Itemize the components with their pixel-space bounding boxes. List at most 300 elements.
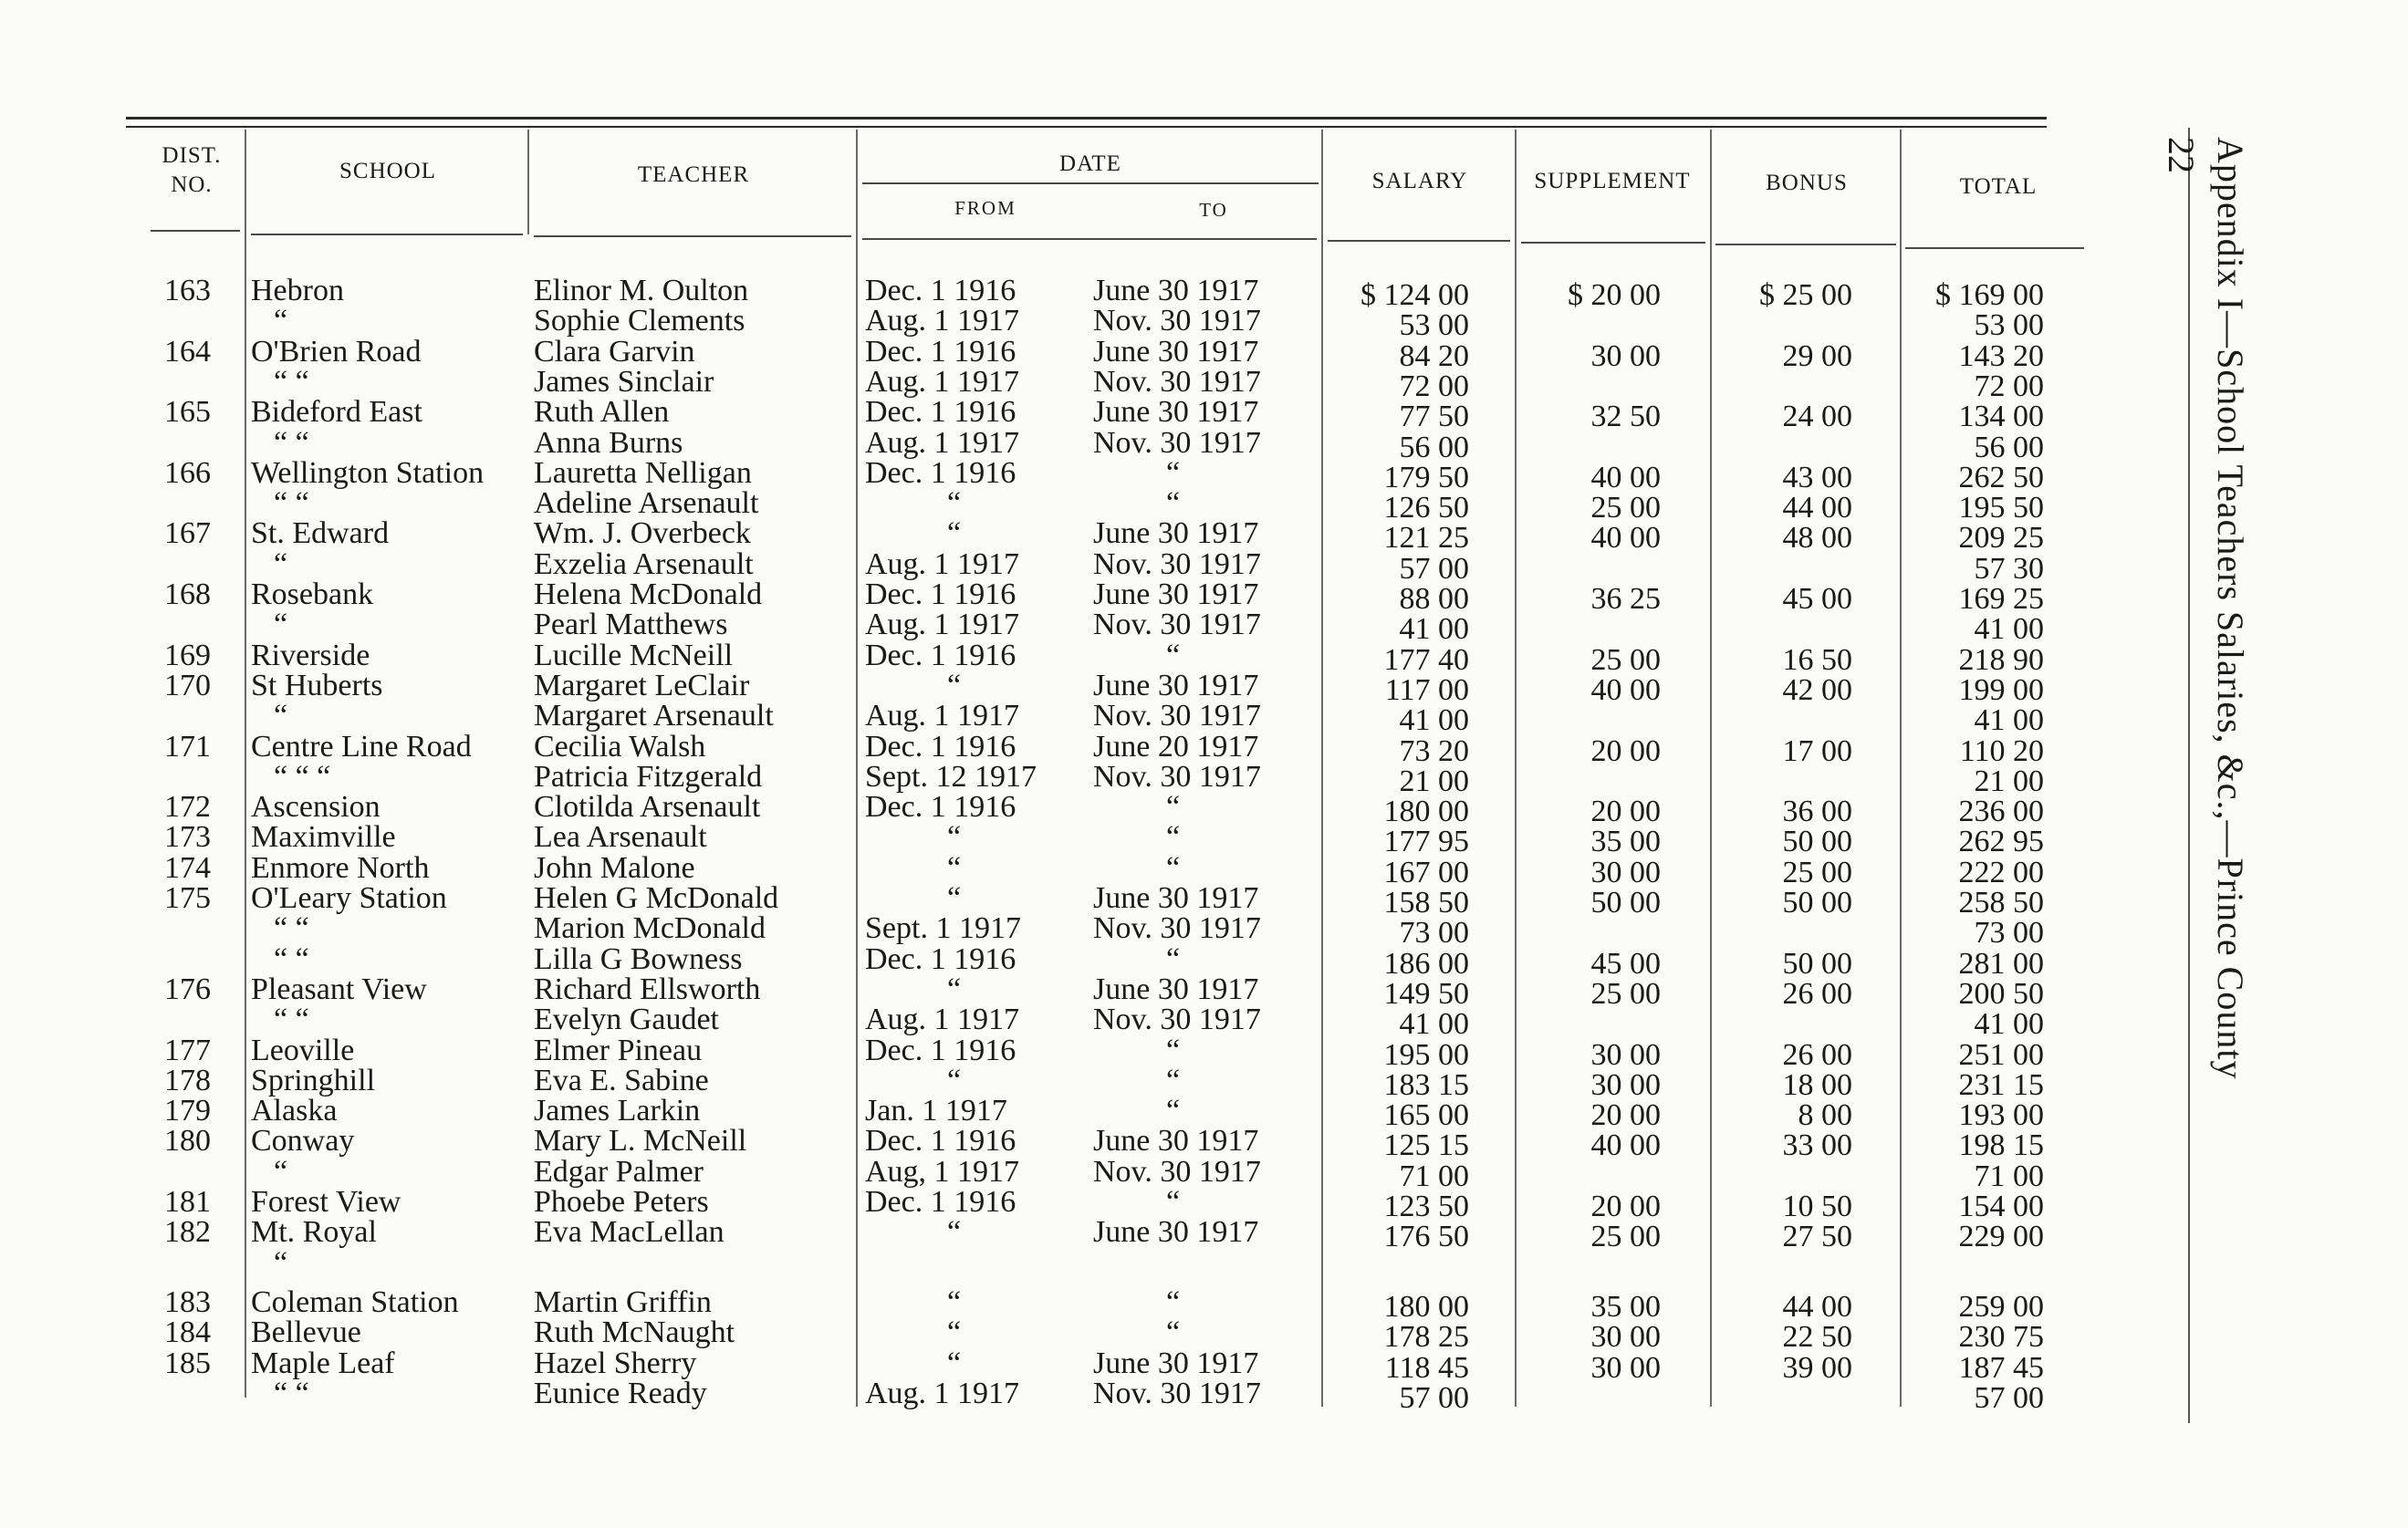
cell-from: “ bbox=[947, 850, 962, 885]
cell-from: Aug, 1 1917 bbox=[865, 1154, 1020, 1189]
cell-supplement: 35 00 bbox=[1590, 825, 1661, 859]
cell-from: Jan. 1 1917 bbox=[865, 1094, 1007, 1128]
cell-teacher: Helena McDonald bbox=[534, 577, 763, 611]
cell-school: Maximville bbox=[251, 820, 396, 855]
cell-school: “ “ bbox=[274, 911, 309, 946]
header-dist-line1: DIST. bbox=[162, 143, 222, 168]
cell-salary: $ 124 00 bbox=[1360, 278, 1469, 312]
cell-total: 230 75 bbox=[1958, 1320, 2044, 1355]
cell-teacher: Elmer Pineau bbox=[534, 1033, 703, 1067]
cell-from: Dec. 1 1916 bbox=[865, 1185, 1016, 1219]
header-date: DATE bbox=[1059, 151, 1121, 176]
cell-supplement: $ 20 00 bbox=[1568, 278, 1661, 312]
cell-bonus: 45 00 bbox=[1782, 582, 1852, 616]
cell-bonus: 44 00 bbox=[1782, 1289, 1852, 1324]
cell-dist: 173 bbox=[164, 820, 211, 855]
cell-bonus: 48 00 bbox=[1782, 521, 1852, 556]
cell-teacher: Clara Garvin bbox=[534, 334, 695, 369]
cell-salary: 183 15 bbox=[1383, 1067, 1469, 1102]
cell-to: Nov. 30 1917 bbox=[1093, 304, 1261, 338]
cell-total: 57 30 bbox=[1974, 551, 2044, 586]
cell-dist: 184 bbox=[164, 1315, 211, 1350]
cell-to: June 30 1917 bbox=[1093, 577, 1259, 611]
cell-bonus: 16 50 bbox=[1782, 642, 1852, 677]
cell-bonus: 44 00 bbox=[1782, 491, 1852, 525]
cell-supplement: 25 00 bbox=[1590, 642, 1661, 677]
cell-total: $ 169 00 bbox=[1935, 278, 2044, 312]
cell-salary: 53 00 bbox=[1399, 308, 1469, 343]
cell-bonus: 36 00 bbox=[1782, 795, 1852, 829]
cell-supplement: 25 00 bbox=[1590, 976, 1661, 1011]
cell-to: June 30 1917 bbox=[1093, 668, 1259, 702]
cell-salary: 123 50 bbox=[1383, 1190, 1469, 1223]
header-rule bbox=[151, 230, 240, 232]
cell-to: June 30 1917 bbox=[1093, 881, 1259, 915]
cell-school: “ “ bbox=[274, 941, 309, 976]
cell-teacher: Sophie Clements bbox=[534, 304, 745, 338]
cell-dist: 179 bbox=[164, 1094, 211, 1128]
cell-salary: 41 00 bbox=[1399, 612, 1469, 647]
cell-school: Conway bbox=[251, 1124, 355, 1159]
col-separator bbox=[856, 130, 858, 1407]
cell-school: “ bbox=[274, 1154, 288, 1189]
cell-from: Dec. 1 1916 bbox=[865, 395, 1016, 430]
cell-school: “ bbox=[274, 546, 288, 581]
cell-dist: 171 bbox=[164, 729, 211, 764]
cell-school: “ “ bbox=[274, 364, 309, 399]
cell-to: “ bbox=[1166, 850, 1181, 885]
cell-supplement: 20 00 bbox=[1590, 1098, 1661, 1133]
cell-total: 229 00 bbox=[1958, 1220, 2044, 1254]
cell-teacher: Margaret LeClair bbox=[534, 668, 750, 702]
cell-bonus: 8 00 bbox=[1798, 1098, 1852, 1133]
cell-from: Dec. 1 1916 bbox=[865, 790, 1016, 825]
cell-supplement: 20 00 bbox=[1590, 1190, 1661, 1223]
cell-salary: 77 50 bbox=[1399, 400, 1469, 434]
cell-dist: 178 bbox=[164, 1063, 211, 1097]
cell-salary: 72 00 bbox=[1399, 369, 1469, 403]
cell-from: Dec. 1 1916 bbox=[865, 638, 1016, 672]
cell-total: 262 50 bbox=[1958, 460, 2044, 494]
cell-school: Rosebank bbox=[251, 577, 374, 611]
cell-bonus: 25 00 bbox=[1782, 855, 1852, 889]
cell-teacher: Wm. J. Overbeck bbox=[534, 516, 751, 551]
cell-supplement: 40 00 bbox=[1590, 460, 1661, 494]
cell-to: June 30 1917 bbox=[1093, 972, 1259, 1006]
header-rule bbox=[1328, 240, 1510, 242]
cell-school: Forest View bbox=[251, 1185, 401, 1219]
cell-dist: 167 bbox=[164, 516, 211, 551]
cell-bonus: 33 00 bbox=[1782, 1128, 1852, 1163]
cell-salary: 41 00 bbox=[1399, 703, 1469, 738]
cell-to: June 30 1917 bbox=[1093, 395, 1259, 430]
cell-dist: 177 bbox=[164, 1033, 211, 1067]
cell-to: Nov. 30 1917 bbox=[1093, 1003, 1261, 1037]
cell-school: St. Edward bbox=[251, 516, 390, 551]
cell-teacher: James Sinclair bbox=[534, 364, 714, 399]
cell-to: June 30 1917 bbox=[1093, 1346, 1259, 1380]
cell-from: “ bbox=[947, 1346, 962, 1380]
cell-dist: 182 bbox=[164, 1215, 211, 1250]
cell-school: St Huberts bbox=[251, 668, 383, 702]
cell-salary: 117 00 bbox=[1384, 672, 1469, 707]
cell-from: Dec. 1 1916 bbox=[865, 455, 1016, 490]
cell-from: Dec. 1 1916 bbox=[865, 729, 1016, 764]
cell-from: “ bbox=[947, 516, 962, 551]
cell-supplement: 30 00 bbox=[1590, 855, 1661, 889]
cell-supplement: 50 00 bbox=[1590, 886, 1661, 920]
cell-from: “ bbox=[947, 881, 962, 915]
cell-from: “ bbox=[947, 1063, 962, 1097]
cell-bonus: 39 00 bbox=[1782, 1350, 1852, 1385]
cell-to: Nov. 30 1917 bbox=[1093, 546, 1261, 581]
cell-salary: 178 25 bbox=[1383, 1320, 1469, 1355]
cell-school: Bellevue bbox=[251, 1315, 361, 1350]
cell-school: Pleasant View bbox=[251, 972, 427, 1006]
cell-total: 222 00 bbox=[1958, 855, 2044, 889]
cell-bonus: 18 00 bbox=[1782, 1067, 1852, 1102]
cell-teacher: Lauretta Nelligan bbox=[534, 455, 752, 490]
cell-total: 56 00 bbox=[1974, 430, 2044, 464]
cell-from: Dec. 1 1916 bbox=[865, 941, 1016, 976]
cell-salary: 165 00 bbox=[1383, 1098, 1469, 1133]
cell-bonus: 43 00 bbox=[1782, 460, 1852, 494]
cell-to: June 30 1917 bbox=[1093, 1215, 1259, 1250]
cell-teacher: Elinor M. Oulton bbox=[534, 274, 749, 307]
cell-salary: 71 00 bbox=[1399, 1159, 1469, 1193]
header-rule bbox=[534, 235, 851, 237]
cell-school: Centre Line Road bbox=[251, 729, 472, 764]
cell-from: Aug. 1 1917 bbox=[865, 364, 1020, 399]
cell-to: June 20 1917 bbox=[1093, 729, 1259, 764]
cell-total: 198 15 bbox=[1958, 1128, 2044, 1163]
cell-total: 209 25 bbox=[1958, 521, 2044, 556]
cell-salary: 158 50 bbox=[1383, 886, 1469, 920]
cell-from: Aug. 1 1917 bbox=[865, 304, 1020, 338]
cell-salary: 118 45 bbox=[1384, 1350, 1469, 1385]
cell-school: Hebron bbox=[251, 274, 344, 307]
cell-total: 154 00 bbox=[1958, 1190, 2044, 1223]
header-salary: SALARY bbox=[1371, 169, 1468, 193]
cell-dist: 170 bbox=[164, 668, 211, 702]
header-dist-line2: NO. bbox=[171, 172, 213, 197]
cell-to: June 30 1917 bbox=[1093, 274, 1259, 307]
cell-dist: 183 bbox=[164, 1284, 211, 1319]
cell-from: Aug. 1 1917 bbox=[865, 699, 1020, 733]
cell-teacher: Edgar Palmer bbox=[534, 1154, 704, 1189]
cell-total: 193 00 bbox=[1958, 1098, 2044, 1133]
cell-salary: 176 50 bbox=[1383, 1220, 1469, 1254]
cell-school: Riverside bbox=[251, 638, 370, 672]
cell-to: Nov. 30 1917 bbox=[1093, 608, 1261, 642]
cell-total: 53 00 bbox=[1974, 308, 2044, 343]
cell-salary: 84 20 bbox=[1399, 338, 1469, 373]
cell-dist: 174 bbox=[164, 850, 211, 885]
cell-dist: 180 bbox=[164, 1124, 211, 1159]
cell-total: 143 20 bbox=[1958, 338, 2044, 373]
cell-dist: 181 bbox=[164, 1185, 211, 1219]
cell-dist: 164 bbox=[164, 334, 211, 369]
cell-to: “ bbox=[1166, 455, 1181, 490]
cell-school: “ bbox=[274, 304, 288, 338]
cell-bonus: 50 00 bbox=[1782, 886, 1852, 920]
cell-to: “ bbox=[1166, 1284, 1181, 1319]
margin-rule bbox=[2188, 128, 2190, 1423]
cell-school: O'Brien Road bbox=[251, 334, 422, 369]
header-supplement: SUPPLEMENT bbox=[1534, 169, 1691, 193]
cell-total: 187 45 bbox=[1958, 1350, 2044, 1385]
cell-teacher: Richard Ellsworth bbox=[534, 972, 761, 1006]
cell-to: Nov. 30 1917 bbox=[1093, 425, 1261, 460]
header-school: SCHOOL bbox=[339, 159, 436, 183]
cell-to: “ bbox=[1166, 1033, 1181, 1067]
cell-bonus: 22 50 bbox=[1782, 1320, 1852, 1355]
cell-salary: 180 00 bbox=[1383, 795, 1469, 829]
cell-dist: 169 bbox=[164, 638, 211, 672]
cell-bonus: 17 00 bbox=[1782, 733, 1852, 768]
header-to: TO bbox=[1199, 199, 1228, 221]
cell-school: Enmore North bbox=[251, 850, 430, 885]
cell-supplement: 30 00 bbox=[1590, 1320, 1661, 1355]
cell-salary: 195 00 bbox=[1383, 1037, 1469, 1072]
cell-salary: 126 50 bbox=[1383, 491, 1469, 525]
cell-teacher: Hazel Sherry bbox=[534, 1346, 697, 1380]
cell-to: Nov. 30 1917 bbox=[1093, 759, 1261, 794]
running-title: Appendix I—School Teachers Salaries, &c.,—Prince County bbox=[2210, 137, 2251, 1080]
cell-total: 236 00 bbox=[1958, 795, 2044, 829]
header-rule bbox=[1715, 244, 1896, 245]
header-teacher: TEACHER bbox=[637, 162, 750, 187]
cell-dist: 175 bbox=[164, 881, 211, 915]
cell-salary: 167 00 bbox=[1383, 855, 1469, 889]
cell-supplement: 40 00 bbox=[1590, 672, 1661, 707]
cell-salary: 73 20 bbox=[1399, 733, 1469, 768]
cell-school: “ “ bbox=[274, 1376, 309, 1410]
cell-teacher: Phoebe Peters bbox=[534, 1185, 709, 1219]
cell-dist: 172 bbox=[164, 790, 211, 825]
cell-salary: 177 40 bbox=[1383, 642, 1469, 677]
cell-dist: 176 bbox=[164, 972, 211, 1006]
cell-total: 41 00 bbox=[1974, 703, 2044, 738]
cell-dist: 165 bbox=[164, 395, 211, 430]
cell-school: “ “ bbox=[274, 425, 309, 460]
cell-teacher: Evelyn Gaudet bbox=[534, 1003, 719, 1037]
cell-teacher: Helen G McDonald bbox=[534, 881, 779, 915]
cell-school: Ascension bbox=[251, 790, 380, 825]
cell-total: 21 00 bbox=[1974, 764, 2044, 798]
cell-total: 262 95 bbox=[1958, 825, 2044, 859]
cell-teacher: John Malone bbox=[534, 850, 695, 885]
cell-supplement: 30 00 bbox=[1590, 1350, 1661, 1385]
cell-from: “ bbox=[947, 486, 962, 521]
cell-from: Aug. 1 1917 bbox=[865, 425, 1020, 460]
cell-bonus: 10 50 bbox=[1782, 1190, 1852, 1223]
cell-total: 281 00 bbox=[1958, 946, 2044, 981]
cell-supplement: 40 00 bbox=[1590, 1128, 1661, 1163]
cell-supplement: 30 00 bbox=[1590, 338, 1661, 373]
cell-supplement: 36 25 bbox=[1590, 582, 1661, 616]
col-separator bbox=[1710, 130, 1712, 1407]
cell-bonus: 24 00 bbox=[1782, 400, 1852, 434]
cell-from: Dec. 1 1916 bbox=[865, 274, 1016, 307]
cell-bonus: 29 00 bbox=[1782, 338, 1852, 373]
cell-salary: 149 50 bbox=[1383, 976, 1469, 1011]
cell-from: Dec. 1 1916 bbox=[865, 334, 1016, 369]
cell-total: 195 50 bbox=[1958, 491, 2044, 525]
cell-to: “ bbox=[1166, 1094, 1181, 1128]
cell-to: Nov. 30 1917 bbox=[1093, 1154, 1261, 1189]
cell-bonus: 26 00 bbox=[1782, 1037, 1852, 1072]
cell-salary: 186 00 bbox=[1383, 946, 1469, 981]
cell-supplement: 30 00 bbox=[1590, 1067, 1661, 1102]
header-total: TOTAL bbox=[1959, 174, 2038, 199]
cell-teacher: Eunice Ready bbox=[534, 1376, 707, 1410]
cell-from: Dec. 1 1916 bbox=[865, 577, 1016, 611]
cell-school: Wellington Station bbox=[251, 455, 485, 490]
cell-teacher: Eva E. Sabine bbox=[534, 1063, 709, 1097]
cell-to: “ bbox=[1166, 790, 1181, 825]
cell-dist: 163 bbox=[164, 274, 211, 307]
cell-to: Nov. 30 1917 bbox=[1093, 1376, 1261, 1410]
cell-teacher: James Larkin bbox=[534, 1094, 701, 1128]
cell-school: O'Leary Station bbox=[251, 881, 447, 915]
cell-salary: 57 00 bbox=[1399, 551, 1469, 586]
cell-total: 231 15 bbox=[1958, 1067, 2044, 1102]
cell-dist: 168 bbox=[164, 577, 211, 611]
cell-total: 41 00 bbox=[1974, 1007, 2044, 1042]
cell-bonus: 50 00 bbox=[1782, 946, 1852, 981]
cell-teacher: Cecilia Walsh bbox=[534, 729, 706, 764]
cell-total: 251 00 bbox=[1958, 1037, 2044, 1072]
cell-to: June 30 1917 bbox=[1093, 516, 1259, 551]
cell-supplement: 30 00 bbox=[1590, 1037, 1661, 1072]
cell-total: 200 50 bbox=[1958, 976, 2044, 1011]
cell-school: Mt. Royal bbox=[251, 1215, 377, 1250]
cell-from: Dec. 1 1916 bbox=[865, 1033, 1016, 1067]
cell-school: “ “ “ bbox=[274, 759, 331, 794]
cell-to: Nov. 30 1917 bbox=[1093, 699, 1261, 733]
cell-teacher: Ruth McNaught bbox=[534, 1315, 735, 1350]
cell-supplement: 45 00 bbox=[1590, 946, 1661, 981]
cell-to: “ bbox=[1166, 1315, 1181, 1350]
header-from: FROM bbox=[954, 197, 1016, 219]
cell-from: “ bbox=[947, 1315, 962, 1350]
cell-total: 134 00 bbox=[1958, 400, 2044, 434]
col-separator bbox=[527, 130, 529, 234]
cell-supplement: 32 50 bbox=[1590, 400, 1661, 434]
cell-teacher: Marion McDonald bbox=[534, 911, 766, 946]
header-rule bbox=[1905, 247, 2084, 249]
cell-to: “ bbox=[1166, 820, 1181, 855]
cell-bonus: 26 00 bbox=[1782, 976, 1852, 1011]
header-rule bbox=[251, 234, 523, 235]
cell-supplement: 35 00 bbox=[1590, 1289, 1661, 1324]
cell-teacher: Martin Griffin bbox=[534, 1284, 712, 1319]
cell-teacher: Patricia Fitzgerald bbox=[534, 759, 763, 794]
cell-salary: 21 00 bbox=[1399, 764, 1469, 798]
cell-from: Dec. 1 1916 bbox=[865, 1124, 1016, 1159]
cell-teacher: Margaret Arsenault bbox=[534, 699, 774, 733]
cell-total: 57 00 bbox=[1974, 1380, 2044, 1415]
cell-to: “ bbox=[1166, 1185, 1181, 1219]
cell-school: “ “ bbox=[274, 486, 309, 521]
cell-salary: 41 00 bbox=[1399, 1007, 1469, 1042]
cell-school: “ bbox=[274, 699, 288, 733]
cell-to: Nov. 30 1917 bbox=[1093, 364, 1261, 399]
cell-to: June 30 1917 bbox=[1093, 334, 1259, 369]
cell-total: 72 00 bbox=[1974, 369, 2044, 403]
cell-from: “ bbox=[947, 1215, 962, 1250]
cell-total: 73 00 bbox=[1974, 916, 2044, 951]
cell-supplement: 40 00 bbox=[1590, 521, 1661, 556]
header-bonus: BONUS bbox=[1766, 171, 1848, 195]
page-number: 22 bbox=[2161, 137, 2202, 173]
cell-dist: 166 bbox=[164, 455, 211, 490]
cell-school: “ bbox=[274, 608, 288, 642]
cell-to: “ bbox=[1166, 638, 1181, 672]
date-subrule bbox=[862, 182, 1319, 184]
cell-school: “ bbox=[274, 1245, 288, 1280]
cell-from: Aug. 1 1917 bbox=[865, 546, 1020, 581]
cell-school: Maple Leaf bbox=[251, 1346, 395, 1380]
cell-total: 259 00 bbox=[1958, 1289, 2044, 1324]
cell-from: Aug. 1 1917 bbox=[865, 1003, 1020, 1037]
cell-salary: 177 95 bbox=[1383, 825, 1469, 859]
cell-salary: 57 00 bbox=[1399, 1380, 1469, 1415]
cell-from: “ bbox=[947, 668, 962, 702]
cell-teacher: Adeline Arsenault bbox=[534, 486, 759, 521]
cell-from: Aug. 1 1917 bbox=[865, 608, 1020, 642]
cell-school: Leoville bbox=[251, 1033, 355, 1067]
cell-total: 71 00 bbox=[1974, 1159, 2044, 1193]
cell-total: 199 00 bbox=[1958, 672, 2044, 707]
cell-to: “ bbox=[1166, 941, 1181, 976]
cell-school: Coleman Station bbox=[251, 1284, 459, 1319]
cell-school: “ “ bbox=[274, 1003, 309, 1037]
cell-teacher: Pearl Matthews bbox=[534, 608, 728, 642]
cell-from: Sept. 1 1917 bbox=[865, 911, 1021, 946]
cell-salary: 125 15 bbox=[1383, 1128, 1469, 1163]
cell-school: Springhill bbox=[251, 1063, 376, 1097]
cell-dist: 185 bbox=[164, 1346, 211, 1380]
cell-bonus: $ 25 00 bbox=[1759, 278, 1852, 312]
cell-total: 41 00 bbox=[1974, 612, 2044, 647]
cell-teacher: Lucille McNeill bbox=[534, 638, 734, 672]
cell-salary: 180 00 bbox=[1383, 1289, 1469, 1324]
cell-from: “ bbox=[947, 1284, 962, 1319]
cell-total: 169 25 bbox=[1958, 582, 2044, 616]
cell-teacher: Mary L. McNeill bbox=[534, 1124, 747, 1159]
col-separator bbox=[1515, 130, 1517, 1407]
cell-supplement: 20 00 bbox=[1590, 733, 1661, 768]
cell-teacher: Eva MacLellan bbox=[534, 1215, 724, 1250]
cell-total: 110 20 bbox=[1959, 733, 2044, 768]
cell-total: 218 90 bbox=[1958, 642, 2044, 677]
header-rule bbox=[1521, 242, 1705, 244]
cell-supplement: 25 00 bbox=[1590, 491, 1661, 525]
header-rule bbox=[862, 238, 1317, 240]
cell-bonus: 42 00 bbox=[1782, 672, 1852, 707]
header-dist-no bbox=[146, 141, 237, 200]
cell-to: “ bbox=[1166, 486, 1181, 521]
top-rule bbox=[126, 117, 2047, 120]
cell-teacher: Lilla G Bowness bbox=[534, 941, 743, 976]
cell-teacher: Exzelia Arsenault bbox=[534, 546, 754, 581]
cell-teacher: Anna Burns bbox=[534, 425, 683, 460]
cell-bonus: 27 50 bbox=[1782, 1220, 1852, 1254]
cell-from: “ bbox=[947, 820, 962, 855]
cell-to: Nov. 30 1917 bbox=[1093, 911, 1261, 946]
